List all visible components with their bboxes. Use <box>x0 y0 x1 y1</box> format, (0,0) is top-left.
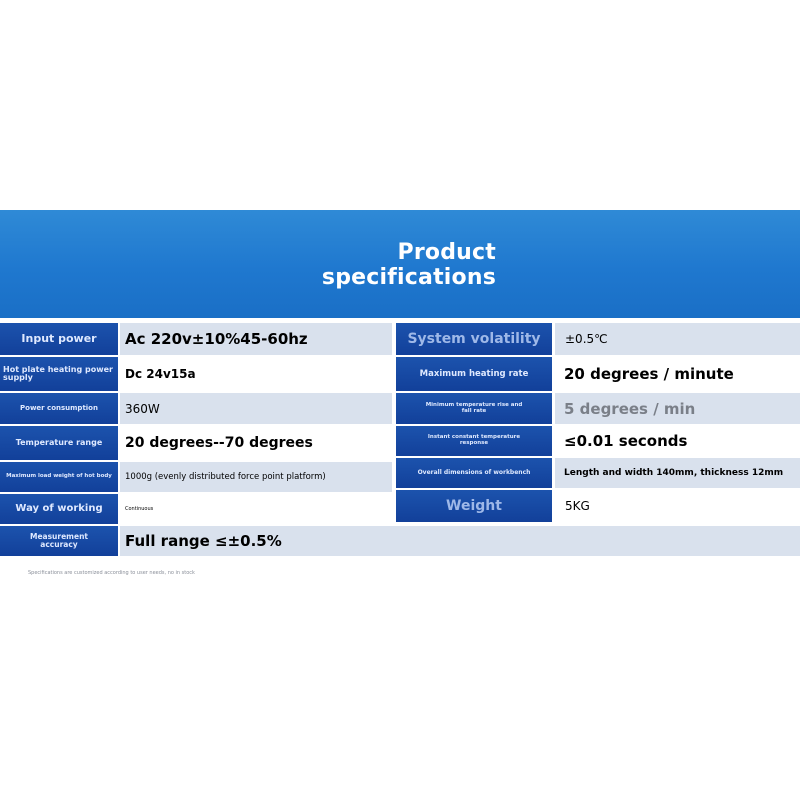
spec-label-power-consumption: Power consumption <box>0 393 118 424</box>
spec-value-heating-power-supply: Dc 24v15a <box>120 357 392 391</box>
header-banner <box>0 210 800 318</box>
spec-label-min-temp-rise-fall-rate: Minimum temperature rise and fall rate <box>396 393 552 424</box>
spec-value-weight: 5KG <box>555 490 800 522</box>
spec-value-min-temp-rise-fall-rate: 5 degrees / min <box>555 393 800 424</box>
spec-value-max-load-weight: 1000g (evenly distributed force point platform) <box>120 462 392 492</box>
spec-label-temperature-range: Temperature range <box>0 426 118 460</box>
spec-label-weight: Weight <box>396 490 552 522</box>
spec-label-constant-temp-response: Instant constant temperature response <box>396 426 552 456</box>
spec-label-heating-power-supply: Hot plate heating power supply <box>0 357 118 391</box>
spec-value-system-volatility: ±0.5℃ <box>555 323 800 355</box>
spec-label-input-power: Input power <box>0 323 118 355</box>
spec-label-workbench-dimensions: Overall dimensions of workbench <box>396 458 552 488</box>
banner-title <box>322 240 496 290</box>
spec-label-way-of-working: Way of working <box>0 494 118 524</box>
spec-label-system-volatility: System volatility <box>396 323 552 355</box>
banner-title-line2: specifications <box>321 265 496 290</box>
spec-value-measurement-accuracy: Full range ≤±0.5% <box>120 526 800 556</box>
spec-value-input-power: Ac 220v±10%45-60hz <box>120 323 392 355</box>
spec-value-max-heating-rate: 20 degrees / minute <box>555 357 800 391</box>
spec-label-max-load-weight: Maximum load weight of hot body <box>0 462 118 492</box>
spec-label-max-heating-rate: Maximum heating rate <box>396 357 552 391</box>
spec-value-temperature-range: 20 degrees--70 degrees <box>120 426 392 460</box>
footnote: Specifications are customized according to user needs, no in stock <box>28 570 195 576</box>
spec-value-workbench-dimensions: Length and width 140mm, thickness 12mm <box>555 458 800 488</box>
spec-label-measurement-accuracy: Measurement accuracy <box>0 526 118 556</box>
banner-title-line1: Product <box>397 240 496 265</box>
spec-value-way-of-working: Continuous <box>120 494 392 524</box>
spec-value-power-consumption: 360W <box>120 393 392 424</box>
spec-value-constant-temp-response: ≤0.01 seconds <box>555 426 800 456</box>
